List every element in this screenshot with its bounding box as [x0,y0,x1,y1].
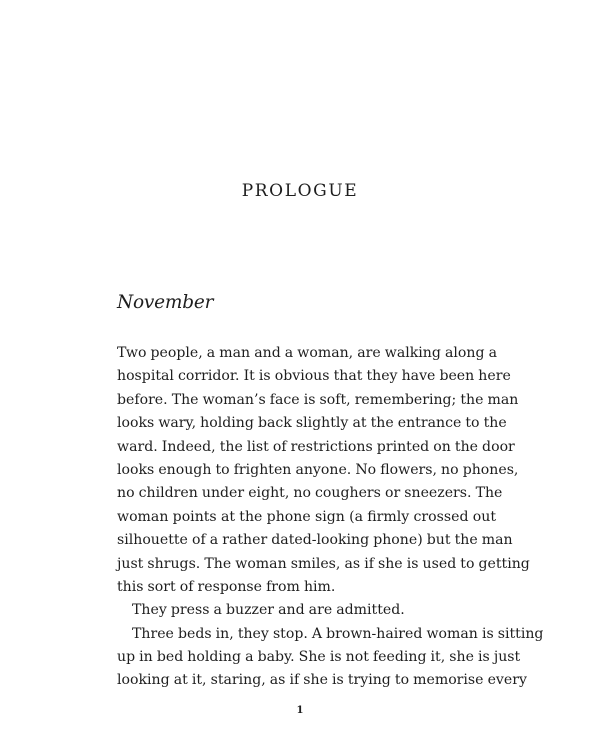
text-line: Two people, a man and a woman, are walking along a [117,345,497,361]
text-line: hospital corridor. It is obvious that they have been here [117,368,511,385]
body-text [117,342,544,693]
text-line: silhouette of a rather dated-looking phone) but the man [117,532,513,549]
text-line: up in bed holding a baby. She is not feeding it, she is just [117,649,521,666]
text-line: before. The woman’s face is soft, remembering; the man [117,391,519,408]
text-line: just shrugs. The woman smiles, as if she is used to getting [117,555,530,572]
text-line: They press a buzzer and are admitted. [132,602,405,619]
text-line: looks enough to frighten anyone. No flowers, no phones, [117,461,519,478]
text-line: looking at it, staring, as if she is trying to memorise every [117,672,527,689]
text-line: this sort of response from him. [117,578,336,595]
text-line: Three beds in, they stop. A brown-haired woman is sitting [132,625,544,642]
section-heading: November [117,292,214,313]
text-line: ward. Indeed, the list of restrictions printed on the door [117,438,515,455]
text-line: looks wary, holding back slightly at the entrance to the [117,415,507,432]
text-line: woman points at the phone sign (a firmly crossed out [117,508,496,525]
text-line: no children under eight, no coughers or sneezers. The [117,485,503,502]
page-number: 1 [296,705,304,716]
chapter-title: PROLOGUE [241,181,359,201]
